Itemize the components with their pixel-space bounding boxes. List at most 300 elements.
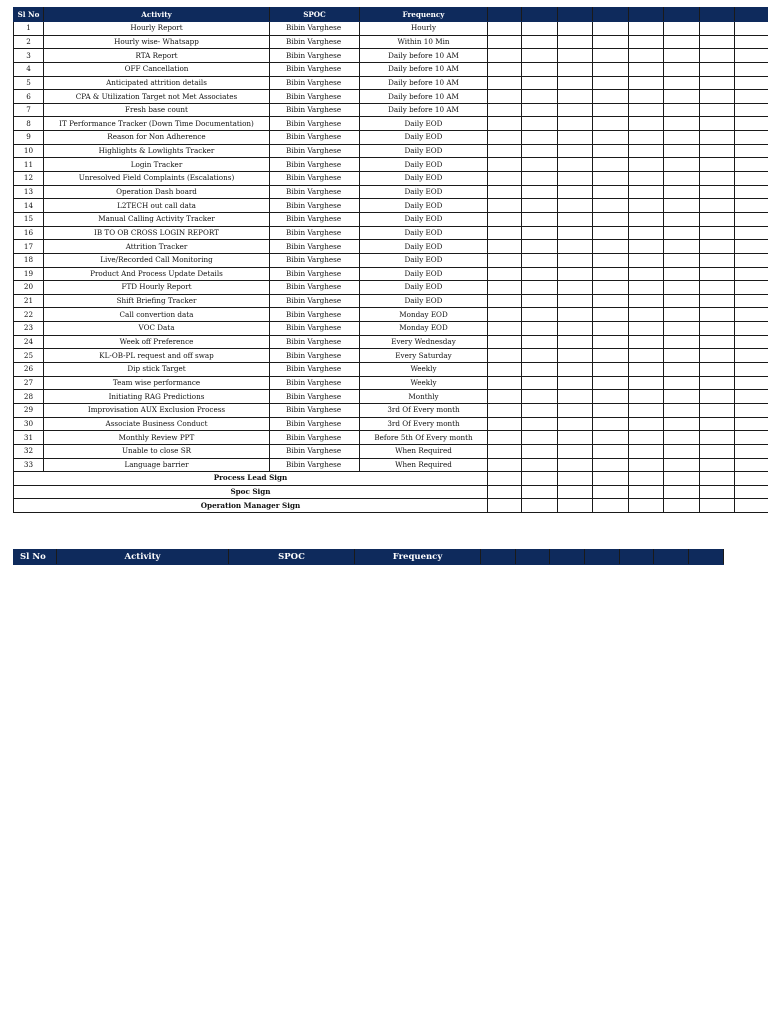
table-row — [14, 90, 768, 104]
cell-blank — [558, 158, 593, 172]
cell-activity: Week off Preference — [44, 335, 270, 349]
cell-sl-no: 26 — [14, 363, 44, 377]
cell-blank — [664, 499, 700, 513]
cell-blank — [664, 185, 700, 199]
cell-blank — [488, 212, 522, 226]
cell-blank — [735, 499, 768, 513]
cell-blank — [629, 117, 664, 131]
cell-blank — [593, 131, 629, 145]
cell-blank — [629, 444, 664, 458]
header-frequency: Frequency — [360, 8, 488, 22]
cell-blank — [629, 281, 664, 295]
cell-activity: Initiating RAG Predictions — [44, 390, 270, 404]
table-row — [14, 322, 768, 336]
cell-blank — [593, 172, 629, 186]
cell-blank — [629, 267, 664, 281]
cell-activity: IT Performance Tracker (Down Time Documentation) — [44, 117, 270, 131]
cell-blank — [558, 35, 593, 49]
cell-blank — [522, 22, 558, 36]
cell-sl-no: 28 — [14, 390, 44, 404]
cell-blank — [700, 212, 735, 226]
table-row — [14, 49, 768, 63]
cell-activity: FTD Hourly Report — [44, 281, 270, 295]
cell-blank — [700, 390, 735, 404]
cell-frequency: Before 5th Of Every month — [360, 431, 488, 445]
cell-sl-no: 6 — [14, 90, 44, 104]
cell-blank — [558, 322, 593, 336]
cell-blank — [664, 144, 700, 158]
cell-blank — [488, 444, 522, 458]
cell-activity: Shift Briefing Tracker — [44, 294, 270, 308]
table-row — [14, 390, 768, 404]
cell-spoc: Bibin Varghese — [270, 444, 360, 458]
cell-blank — [522, 76, 558, 90]
cell-blank — [664, 485, 700, 499]
table-row — [14, 144, 768, 158]
cell-blank — [522, 199, 558, 213]
header-blank — [593, 8, 629, 22]
header-spoc: SPOC — [270, 8, 360, 22]
cell-activity: Dip stick Target — [44, 363, 270, 377]
cell-blank — [629, 335, 664, 349]
cell-spoc: Bibin Varghese — [270, 35, 360, 49]
cell-blank — [558, 144, 593, 158]
cell-blank — [700, 322, 735, 336]
cell-blank — [735, 35, 768, 49]
cell-blank — [593, 322, 629, 336]
cell-blank — [558, 431, 593, 445]
cell-blank — [700, 431, 735, 445]
cell-blank — [700, 144, 735, 158]
cell-spoc: Bibin Varghese — [270, 199, 360, 213]
cell-blank — [593, 499, 629, 513]
header-spoc: SPOC — [229, 550, 355, 565]
cell-blank — [488, 417, 522, 431]
cell-blank — [593, 267, 629, 281]
table-row — [14, 294, 768, 308]
cell-blank — [558, 212, 593, 226]
cell-spoc: Bibin Varghese — [270, 390, 360, 404]
cell-sl-no: 19 — [14, 267, 44, 281]
cell-frequency: Daily EOD — [360, 158, 488, 172]
cell-blank — [522, 308, 558, 322]
cell-blank — [629, 403, 664, 417]
header-blank — [488, 8, 522, 22]
cell-sl-no: 27 — [14, 376, 44, 390]
cell-blank — [488, 172, 522, 186]
cell-blank — [735, 103, 768, 117]
cell-blank — [522, 226, 558, 240]
cell-blank — [629, 158, 664, 172]
cell-blank — [522, 185, 558, 199]
header-activity: Activity — [44, 8, 270, 22]
cell-blank — [593, 226, 629, 240]
cell-spoc: Bibin Varghese — [270, 62, 360, 76]
cell-spoc: Bibin Varghese — [270, 267, 360, 281]
cell-frequency: Every Wednesday — [360, 335, 488, 349]
cell-blank — [664, 403, 700, 417]
cell-blank — [593, 431, 629, 445]
cell-blank — [735, 226, 768, 240]
cell-blank — [735, 431, 768, 445]
cell-blank — [735, 349, 768, 363]
cell-frequency: Daily EOD — [360, 199, 488, 213]
cell-blank — [593, 144, 629, 158]
cell-blank — [522, 49, 558, 63]
cell-blank — [593, 22, 629, 36]
cell-blank — [735, 240, 768, 254]
cell-sl-no: 14 — [14, 199, 44, 213]
cell-sl-no: 11 — [14, 158, 44, 172]
cell-blank — [558, 117, 593, 131]
cell-blank — [735, 294, 768, 308]
table-row — [14, 199, 768, 213]
cell-blank — [488, 144, 522, 158]
cell-blank — [558, 185, 593, 199]
cell-blank — [558, 499, 593, 513]
cell-blank — [664, 35, 700, 49]
cell-blank — [593, 485, 629, 499]
cell-blank — [700, 172, 735, 186]
cell-activity: Product And Process Update Details — [44, 267, 270, 281]
table-row — [14, 417, 768, 431]
cell-sl-no: 21 — [14, 294, 44, 308]
table-row — [14, 431, 768, 445]
cell-blank — [735, 158, 768, 172]
cell-sl-no: 33 — [14, 458, 44, 472]
cell-blank — [629, 240, 664, 254]
cell-blank — [735, 144, 768, 158]
cell-sl-no: 12 — [14, 172, 44, 186]
cell-sl-no: 30 — [14, 417, 44, 431]
cell-blank — [735, 308, 768, 322]
cell-blank — [664, 117, 700, 131]
cell-blank — [593, 103, 629, 117]
cell-spoc: Bibin Varghese — [270, 363, 360, 377]
cell-sl-no: 13 — [14, 185, 44, 199]
cell-sl-no: 10 — [14, 144, 44, 158]
cell-blank — [488, 117, 522, 131]
cell-frequency: Daily before 10 AM — [360, 90, 488, 104]
cell-blank — [664, 472, 700, 486]
cell-blank — [664, 349, 700, 363]
cell-blank — [735, 131, 768, 145]
cell-blank — [700, 417, 735, 431]
cell-frequency: Daily before 10 AM — [360, 62, 488, 76]
cell-blank — [522, 417, 558, 431]
cell-blank — [593, 294, 629, 308]
cell-sl-no: 7 — [14, 103, 44, 117]
cell-blank — [558, 226, 593, 240]
cell-activity: CPA & Utilization Target not Met Associates — [44, 90, 270, 104]
cell-blank — [664, 226, 700, 240]
cell-blank — [522, 62, 558, 76]
cell-blank — [522, 172, 558, 186]
cell-activity: Improvisation AUX Exclusion Process — [44, 403, 270, 417]
cell-blank — [629, 22, 664, 36]
cell-blank — [593, 35, 629, 49]
cell-blank — [488, 131, 522, 145]
cell-blank — [735, 49, 768, 63]
header-blank — [735, 8, 768, 22]
cell-blank — [735, 185, 768, 199]
cell-blank — [488, 158, 522, 172]
cell-activity: Login Tracker — [44, 158, 270, 172]
header-blank — [629, 8, 664, 22]
cell-blank — [629, 390, 664, 404]
cell-blank — [629, 76, 664, 90]
cell-sl-no: 31 — [14, 431, 44, 445]
cell-blank — [522, 267, 558, 281]
cell-blank — [664, 294, 700, 308]
cell-blank — [488, 253, 522, 267]
cell-blank — [700, 485, 735, 499]
cell-blank — [522, 281, 558, 295]
cell-blank — [735, 281, 768, 295]
cell-spoc: Bibin Varghese — [270, 417, 360, 431]
cell-blank — [700, 472, 735, 486]
cell-frequency: Daily EOD — [360, 281, 488, 295]
cell-blank — [735, 376, 768, 390]
cell-blank — [700, 444, 735, 458]
cell-spoc: Bibin Varghese — [270, 90, 360, 104]
cell-blank — [522, 485, 558, 499]
cell-blank — [593, 199, 629, 213]
cell-blank — [700, 253, 735, 267]
cell-spoc: Bibin Varghese — [270, 335, 360, 349]
cell-blank — [593, 281, 629, 295]
table-row — [14, 308, 768, 322]
cell-spoc: Bibin Varghese — [270, 131, 360, 145]
cell-blank — [700, 76, 735, 90]
cell-frequency: Daily EOD — [360, 267, 488, 281]
cell-blank — [522, 322, 558, 336]
cell-blank — [522, 212, 558, 226]
cell-blank — [700, 131, 735, 145]
cell-blank — [558, 22, 593, 36]
cell-blank — [488, 103, 522, 117]
cell-blank — [488, 185, 522, 199]
cell-blank — [558, 390, 593, 404]
cell-activity: Operation Dash board — [44, 185, 270, 199]
cell-sl-no: 15 — [14, 212, 44, 226]
cell-blank — [629, 431, 664, 445]
cell-blank — [558, 49, 593, 63]
cell-sl-no: 25 — [14, 349, 44, 363]
cell-blank — [558, 376, 593, 390]
cell-spoc: Bibin Varghese — [270, 22, 360, 36]
cell-sl-no: 5 — [14, 76, 44, 90]
cell-activity: RTA Report — [44, 49, 270, 63]
cell-frequency: Daily EOD — [360, 144, 488, 158]
cell-activity: Attrition Tracker — [44, 240, 270, 254]
cell-blank — [522, 499, 558, 513]
cell-blank — [735, 485, 768, 499]
cell-blank — [629, 35, 664, 49]
cell-blank — [735, 267, 768, 281]
cell-blank — [522, 144, 558, 158]
cell-blank — [593, 417, 629, 431]
cell-blank — [735, 390, 768, 404]
cell-frequency: Daily EOD — [360, 226, 488, 240]
cell-blank — [700, 499, 735, 513]
cell-activity: Language barrier — [44, 458, 270, 472]
activity-table-header-copy — [13, 549, 724, 565]
cell-blank — [522, 390, 558, 404]
cell-blank — [488, 335, 522, 349]
signature-row — [14, 485, 768, 499]
header-blank — [516, 550, 550, 565]
cell-frequency: Daily before 10 AM — [360, 76, 488, 90]
header-frequency: Frequency — [355, 550, 481, 565]
table-row — [14, 458, 768, 472]
cell-blank — [735, 172, 768, 186]
cell-blank — [522, 240, 558, 254]
header-blank — [522, 8, 558, 22]
cell-blank — [558, 308, 593, 322]
cell-blank — [558, 131, 593, 145]
cell-activity: Highlights & Lowlights Tracker — [44, 144, 270, 158]
table-row — [14, 212, 768, 226]
cell-activity: Unable to close SR — [44, 444, 270, 458]
cell-frequency: 3rd Of Every month — [360, 403, 488, 417]
cell-blank — [488, 281, 522, 295]
header-blank — [585, 550, 620, 565]
cell-blank — [593, 117, 629, 131]
cell-blank — [558, 103, 593, 117]
cell-blank — [664, 49, 700, 63]
cell-blank — [629, 472, 664, 486]
cell-blank — [593, 349, 629, 363]
cell-blank — [629, 226, 664, 240]
cell-blank — [488, 363, 522, 377]
cell-blank — [664, 76, 700, 90]
signature-label: Operation Manager Sign — [14, 499, 488, 513]
cell-blank — [735, 417, 768, 431]
cell-blank — [735, 22, 768, 36]
cell-blank — [700, 117, 735, 131]
cell-frequency: Daily EOD — [360, 131, 488, 145]
cell-blank — [664, 240, 700, 254]
cell-frequency: When Required — [360, 444, 488, 458]
header-activity: Activity — [57, 550, 229, 565]
cell-blank — [558, 172, 593, 186]
cell-blank — [664, 335, 700, 349]
cell-frequency: Daily EOD — [360, 240, 488, 254]
table-row — [14, 158, 768, 172]
table-row — [14, 35, 768, 49]
cell-blank — [700, 294, 735, 308]
cell-blank — [664, 390, 700, 404]
cell-blank — [558, 267, 593, 281]
cell-frequency: Daily EOD — [360, 294, 488, 308]
table-row — [14, 131, 768, 145]
cell-blank — [664, 212, 700, 226]
header-blank — [664, 8, 700, 22]
cell-spoc: Bibin Varghese — [270, 158, 360, 172]
cell-blank — [735, 62, 768, 76]
cell-frequency: Monday EOD — [360, 322, 488, 336]
cell-frequency: Weekly — [360, 363, 488, 377]
cell-blank — [488, 431, 522, 445]
cell-blank — [664, 267, 700, 281]
cell-frequency: Daily EOD — [360, 117, 488, 131]
header-blank — [654, 550, 689, 565]
cell-blank — [629, 62, 664, 76]
cell-blank — [558, 403, 593, 417]
cell-activity: Monthly Review PPT — [44, 431, 270, 445]
cell-blank — [664, 308, 700, 322]
cell-blank — [558, 76, 593, 90]
cell-blank — [522, 444, 558, 458]
cell-blank — [629, 294, 664, 308]
cell-blank — [488, 226, 522, 240]
table-row — [14, 444, 768, 458]
cell-blank — [522, 103, 558, 117]
table-header-row — [14, 550, 724, 565]
cell-spoc: Bibin Varghese — [270, 226, 360, 240]
cell-blank — [664, 431, 700, 445]
cell-sl-no: 22 — [14, 308, 44, 322]
cell-blank — [735, 90, 768, 104]
cell-blank — [700, 349, 735, 363]
cell-frequency: Every Saturday — [360, 349, 488, 363]
cell-blank — [664, 322, 700, 336]
cell-blank — [593, 335, 629, 349]
cell-blank — [700, 240, 735, 254]
cell-blank — [488, 322, 522, 336]
cell-activity: Call convertion data — [44, 308, 270, 322]
cell-blank — [488, 458, 522, 472]
cell-blank — [522, 294, 558, 308]
cell-frequency: Monday EOD — [360, 308, 488, 322]
signature-row — [14, 499, 768, 513]
cell-spoc: Bibin Varghese — [270, 253, 360, 267]
cell-blank — [488, 240, 522, 254]
cell-sl-no: 29 — [14, 403, 44, 417]
cell-activity: Live/Recorded Call Monitoring — [44, 253, 270, 267]
header-blank — [620, 550, 654, 565]
cell-blank — [593, 62, 629, 76]
cell-blank — [488, 294, 522, 308]
cell-blank — [558, 335, 593, 349]
cell-sl-no: 3 — [14, 49, 44, 63]
cell-blank — [700, 281, 735, 295]
cell-spoc: Bibin Varghese — [270, 172, 360, 186]
signature-label: Process Lead Sign — [14, 472, 488, 486]
cell-blank — [700, 363, 735, 377]
cell-frequency: Monthly — [360, 390, 488, 404]
cell-blank — [735, 444, 768, 458]
cell-blank — [558, 240, 593, 254]
cell-activity: L2TECH out call data — [44, 199, 270, 213]
cell-spoc: Bibin Varghese — [270, 103, 360, 117]
cell-blank — [558, 472, 593, 486]
cell-activity: Fresh base count — [44, 103, 270, 117]
cell-blank — [664, 103, 700, 117]
header-blank — [700, 8, 735, 22]
cell-blank — [488, 22, 522, 36]
cell-blank — [735, 363, 768, 377]
cell-blank — [522, 158, 558, 172]
cell-blank — [558, 363, 593, 377]
cell-blank — [522, 253, 558, 267]
cell-sl-no: 1 — [14, 22, 44, 36]
cell-blank — [593, 308, 629, 322]
table-row — [14, 281, 768, 295]
cell-blank — [488, 403, 522, 417]
cell-activity: Hourly wise- Whatsapp — [44, 35, 270, 49]
